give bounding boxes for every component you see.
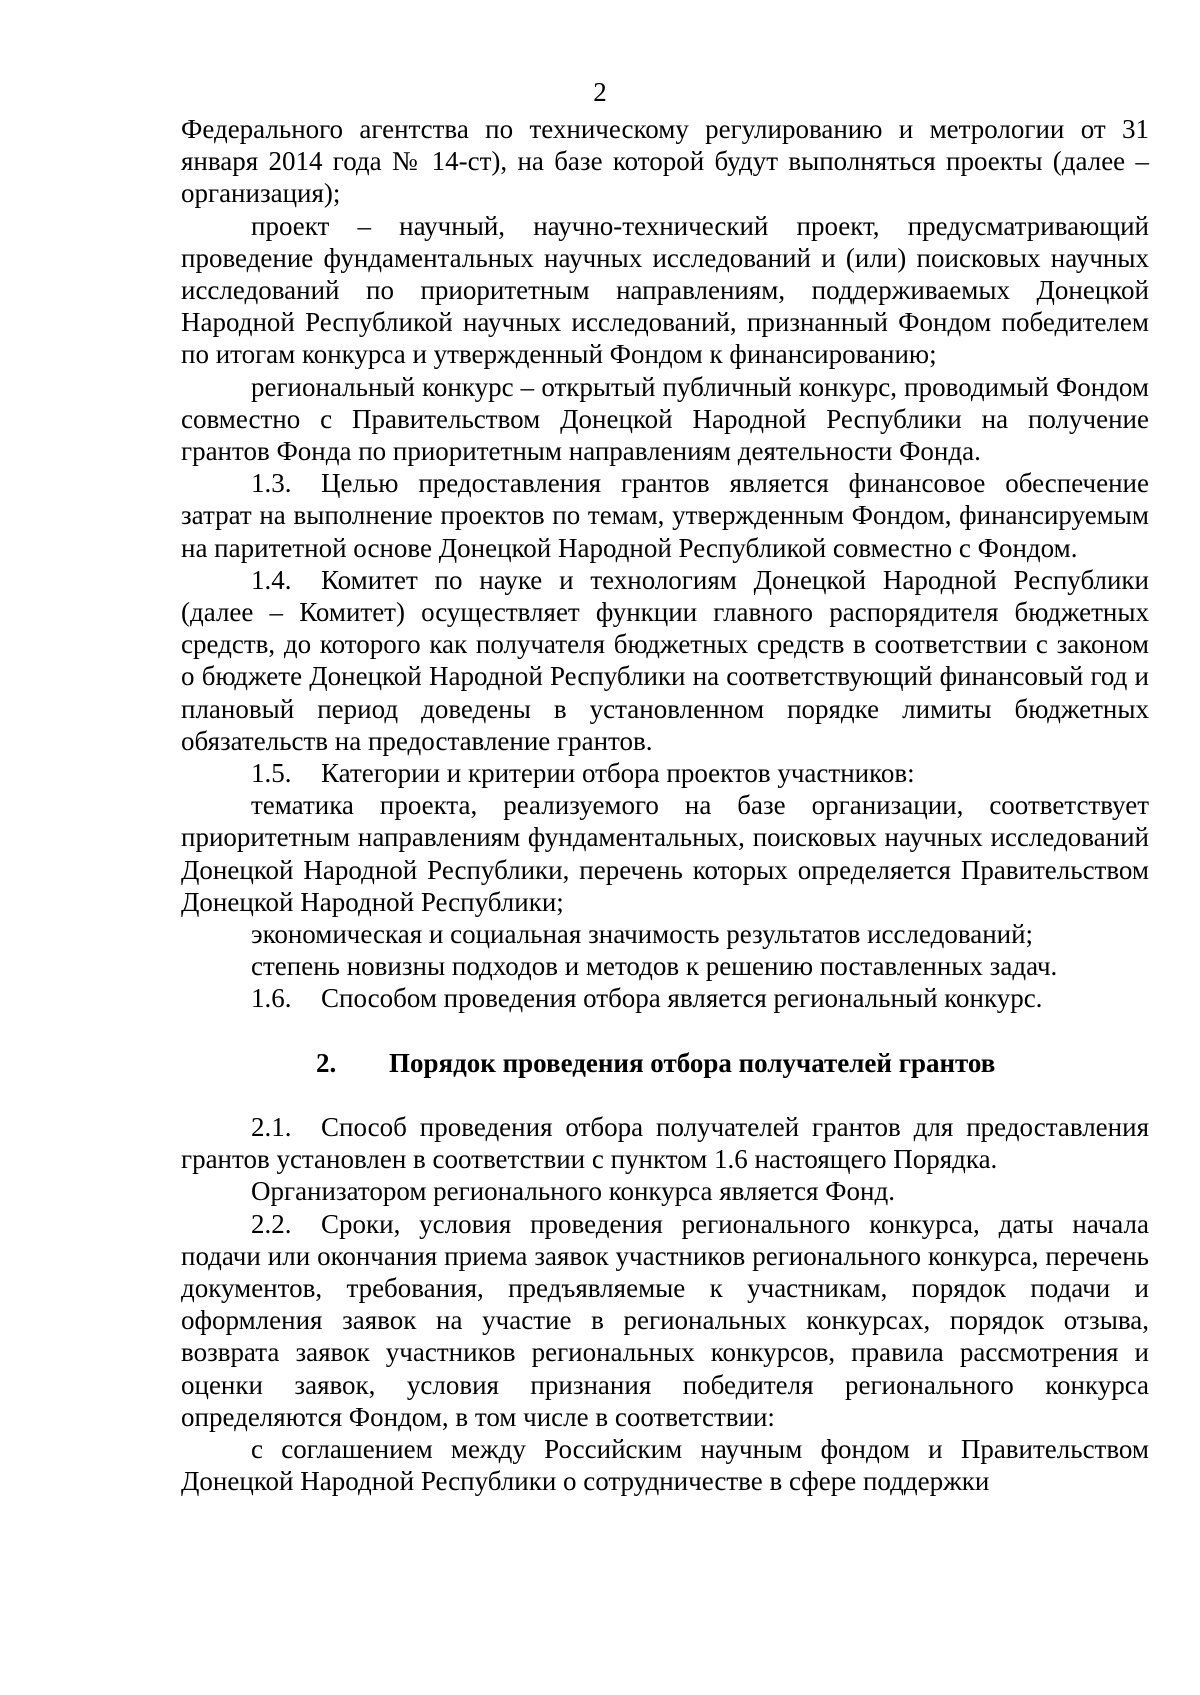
definition-project: проект – научный, научно-технический проект, предусматривающий проведение фундаментальных научных исследований и (или) поисковых научных исследований по приоритетным направлениям, поддерживаемых Донецкой Народной Республикой научных исследований, признанный Фондом победителем по итогам конкурса и утвержденный Фондом к финансированию; (181, 210, 1149, 370)
clause-text: Сроки, условия проведения регионального конкурса, даты начала подачи или окончания приема заявок участников регионального конкурса, перечень документов, требования, предъявляемые к участникам, порядок подачи и оформления заявок на участие в региональных конкурсах, порядок отзыва, возврата заявок участников региональных конкурсов, правила рассмотрения и оценки заявок, условия признания победителя регионального конкурса определяются Фондом, в том числе в соответствии: (181, 1208, 1149, 1432)
clause-1-5 (181, 757, 1149, 789)
document-body (181, 113, 1149, 1497)
page-number: 2 (593, 77, 607, 107)
criterion-item: степень новизны подходов и методов к решению поставленных задач. (251, 951, 1058, 982)
section-number: 2. (316, 1047, 337, 1078)
clause-text: Целью предоставления грантов является финансовое обеспечение затрат на выполнение проектов по темам, утвержденным Фондом, финансируемым на паритетной основе Донецкой Народной Республикой совместно с Фондом. (181, 468, 1149, 563)
criterion-item: экономическая и социальная значимость результатов исследований; (251, 919, 1034, 950)
clause-number: 2.2. (251, 1208, 292, 1239)
clause-text: Способом проведения отбора является региональный конкурс. (321, 983, 1043, 1014)
definition-regional-contest: региональный конкурс – открытый публичный конкурс, проводимый Фондом совместно с Правительством Донецкой Народной Республики на получение грантов Фонда по приоритетным направлениям деятельности Фонда. (181, 371, 1149, 467)
clause-2-1 (181, 1111, 1149, 1175)
paragraph-continuation: Федерального агентства по техническому регулированию и метрологии от 31 января 2014 года № 14-ст), на базе которой будут выполняться проекты (далее – организация); (181, 114, 1149, 209)
clause-1-3 (181, 467, 1149, 564)
section-title: Порядок проведения отбора получателей грантов (389, 1047, 996, 1078)
clause-text: Способ проведения отбора получателей грантов для предоставления грантов установлен в соответствии с пунктом 1.6 настоящего Порядка. (181, 1111, 1149, 1175)
clause-number: 1.5. (251, 758, 292, 789)
clause-number: 1.6. (251, 983, 292, 1014)
clause-number: 1.3. (251, 468, 292, 499)
spacer (181, 1015, 1149, 1047)
organizer-paragraph: Организатором регионального конкурса является Фонд. (251, 1176, 895, 1207)
spacer (181, 1079, 1149, 1111)
clause-text: Комитет по науке и технологиям Донецкой Народной Республики (далее – Комитет) осуществляет функции главного распорядителя бюджетных средств, до которого как получателя бюджетных средств в соответствии с законом о бюджете Донецкой Народной Республики на соответствующий финансовый год и плановый период доведены в установленном порядке лимиты бюджетных обязательств на предоставление грантов. (181, 564, 1149, 756)
criterion-item: тематика проекта, реализуемого на базе организации, соответствует приоритетным направлениям фундаментальных, поисковых научных исследований Донецкой Народной Республики, перечень которых определяется Правительством Донецкой Народной Республики; (181, 790, 1149, 917)
clause-number: 2.1. (251, 1111, 292, 1142)
clause-text: Категории и критерии отбора проектов участников: (321, 758, 915, 789)
clause-2-2 (181, 1208, 1149, 1433)
section-heading (181, 1047, 1149, 1079)
clause-1-6 (181, 982, 1149, 1014)
clause-number: 1.4. (251, 564, 292, 595)
agreement-paragraph: с соглашением между Российским научным фондом и Правительством Донецкой Народной Республики о сотрудничестве в сфере поддержки (181, 1433, 1149, 1497)
clause-1-4 (181, 564, 1149, 757)
